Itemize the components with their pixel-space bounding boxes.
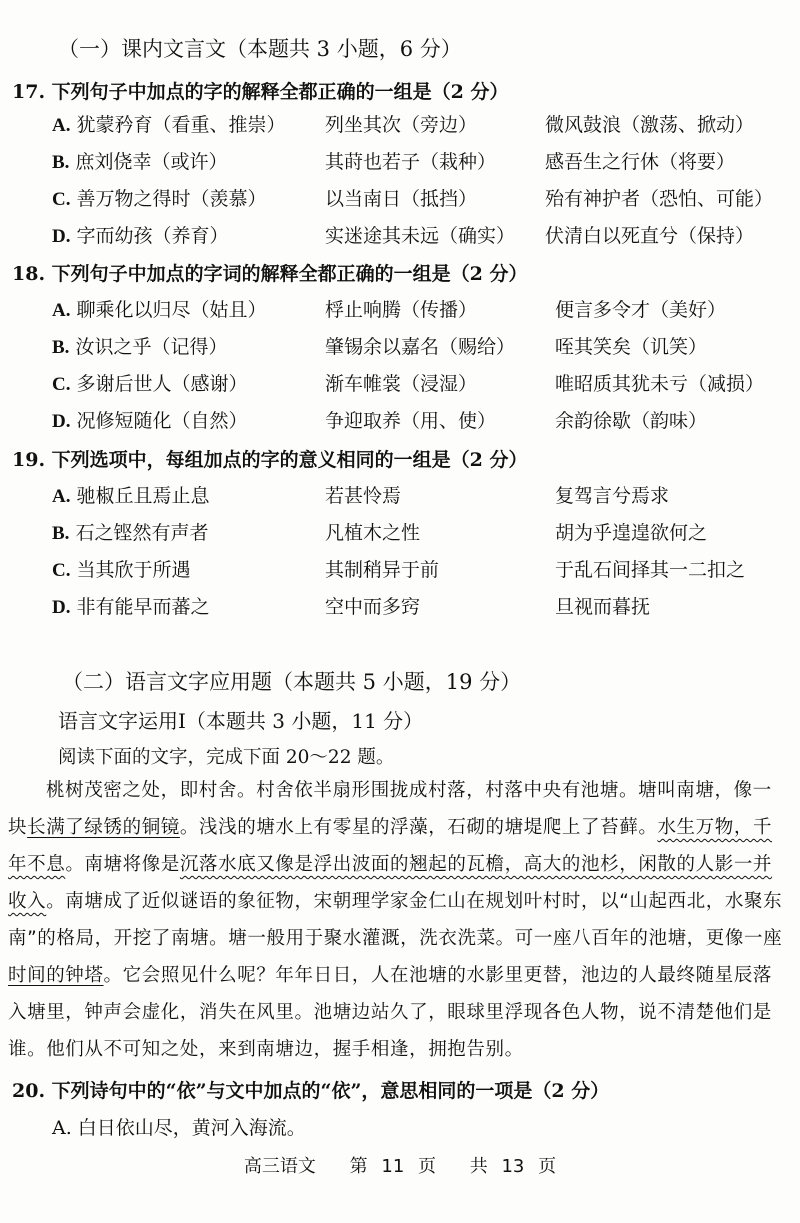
- section-2-subtitle: 语言文字运用Ⅰ（本题共 3 小题，11 分）: [58, 709, 424, 733]
- footer-page-number: 第 11 页: [349, 1156, 436, 1177]
- q19-option-d-col2: 空中而多窍: [325, 596, 421, 618]
- q19-option-c-col3: 于乱石间择其一二扣之: [555, 559, 746, 581]
- q19-option-c: C. 当其欣于所遇: [52, 559, 191, 581]
- q17-option-a-col2: 列坐其次（旁边）: [325, 114, 478, 136]
- section-1-title: （一）课内文言文（本题共 3 小题，6 分）: [58, 37, 462, 61]
- footer-total-pages: 共 13 页: [469, 1156, 557, 1177]
- underlined-phrase-bronze-mirror: 长满了绿锈的铜镜: [27, 817, 180, 838]
- q17-option-b-col2: 其莳也若子（栽种）: [325, 151, 497, 173]
- q19-option-b-col2: 凡植木之性: [325, 522, 421, 544]
- reading-instruction: 阅读下面的文字，完成下面 20～22 题。: [58, 747, 395, 768]
- question-19-stem: 19. 下列选项中，每组加点的字的意义相同的一组是（2 分）: [12, 449, 528, 471]
- q19-option-a-col3: 复驾言兮焉求: [555, 485, 670, 507]
- q20-option-a: A. 白日依山尽，黄河入海流。: [52, 1117, 306, 1139]
- q17-option-c-col3: 殆有神护者（恐怕、可能）: [545, 188, 774, 210]
- reading-passage: 桃树茂密之处，即村舍。村舍依半扇形围拢成村落，村落中央有池塘。塘叫南塘，像一块长满了绿锈的铜镜。浅浅的塘水上有零星的浮藻，石砌的塘堤爬上了苔藓。水生万物，千年不息。南塘将像是沉落水底又像是浮出波面的翘起的瓦檐，高大的池杉，闲散的人影一并收入。南塘成了近似谜语的象征物，宋朝理学家金仁山在规划叶村时，以“山起西北，水聚东南”的格局，开挖了南塘。塘一般用于聚水灌溉，洗衣洗菜。可一座八百年的池塘，更像一座时间的钟塔。它会照见什么呢？年年日日，人在池塘的水影里更替，池边的人最终随星辰落入塘里，钟声会虚化，消失在风里。池塘边站久了，眼球里浮现各色人物，说不清楚他们是谁。他们从不可知之处，来到南塘边，握手相逢，拥抱告别。: [8, 780, 783, 1060]
- q17-option-d-col3: 伏清白以死直兮（保持）: [545, 225, 755, 247]
- question-17-stem: 17. 下列句子中加点的字的解释全都正确的一组是（2 分）: [12, 81, 509, 103]
- q19-option-d-col3: 旦视而暮抚: [555, 596, 651, 618]
- q17-option-d: D. 字而幼孩（养育）: [52, 225, 229, 247]
- q17-option-b: B. 庶刘侥幸（或许）: [52, 151, 228, 173]
- q17-option-b-col3: 感吾生之行休（将要）: [545, 151, 736, 173]
- q19-option-d: D. 非有能早而蕃之: [52, 596, 210, 618]
- q18-option-c-col3: 唯昭质其犹未亏（减损）: [555, 373, 765, 395]
- footer-subject: 高三语文: [243, 1156, 316, 1177]
- wavy-underlined-phrase-2: 沉落水底又像是浮出波面的翘起的瓦檐，高大的池杉，闲散的人影一并收入: [8, 854, 773, 912]
- q19-option-a-col2: 若甚怜焉: [325, 485, 402, 507]
- q17-option-d-col2: 实迷途其未远（确实）: [325, 225, 516, 247]
- q17-option-a-col3: 微风鼓浪（激荡、掀动）: [545, 114, 755, 136]
- q18-option-a-col2: 桴止响腾（传播）: [325, 299, 478, 321]
- q18-option-a-col3: 便言多令才（美好）: [555, 299, 727, 321]
- q18-option-c: C. 多谢后世人（感谢）: [52, 373, 248, 395]
- q18-option-d-col2: 争迎取养（用、使）: [325, 410, 497, 432]
- q18-option-b-col2: 肇锡余以嘉名（赐给）: [325, 336, 516, 358]
- question-18-stem: 18. 下列句子中加点的字词的解释全都正确的一组是（2 分）: [12, 263, 528, 285]
- q17-option-c: C. 善万物之得时（羡慕）: [52, 188, 267, 210]
- wavy-underlined-phrase-1: 水生万物，千年不息: [8, 817, 773, 875]
- q19-option-a: A. 驰椒丘且焉止息: [52, 485, 210, 507]
- section-2-title: （二）语言文字应用题（本题共 5 小题，19 分）: [62, 670, 522, 694]
- q18-option-d: D. 况修短随化（自然）: [52, 410, 248, 432]
- page-footer: [0, 1152, 800, 1178]
- q17-option-a: A. 犹蒙矜育（看重、推崇）: [52, 114, 286, 136]
- underlined-phrase-clock-tower: 时间的钟塔: [8, 965, 104, 986]
- q19-option-c-col2: 其制稍异于前: [325, 559, 440, 581]
- question-20-stem: 20. 下列诗句中的“依”与文中加点的“依”，意思相同的一项是（2 分）: [12, 1080, 610, 1102]
- q17-option-c-col2: 以当南日（抵挡）: [325, 188, 478, 210]
- q18-option-c-col2: 渐车帷裳（浸湿）: [325, 373, 478, 395]
- q19-option-b-col3: 胡为乎遑遑欲何之: [555, 522, 708, 544]
- q18-option-a: A. 聊乘化以归尽（姑且）: [52, 299, 267, 321]
- q18-option-d-col3: 余韵徐歇（韵味）: [555, 410, 708, 432]
- q18-option-b: B. 汝识之乎（记得）: [52, 336, 228, 358]
- q19-option-b: B. 石之铿然有声者: [52, 522, 209, 544]
- q18-option-b-col3: 咥其笑矣（讥笑）: [555, 336, 708, 358]
